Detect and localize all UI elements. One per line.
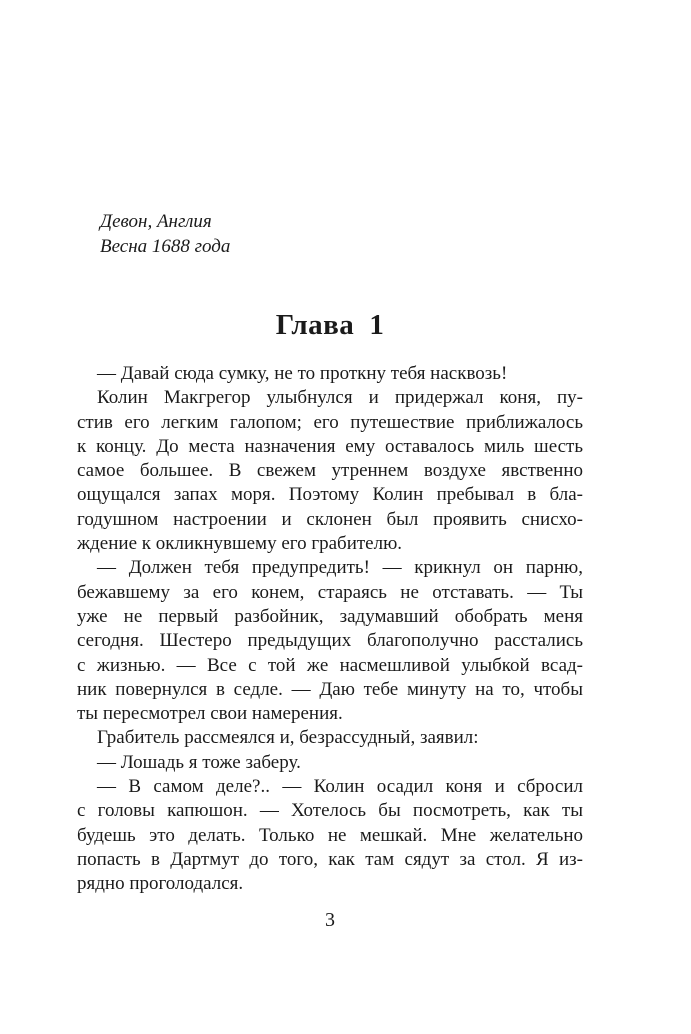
text-line: — В самом деле?.. — Колин осадил коня и сбросил — [97, 776, 583, 798]
text-line: сегодня. Шестеро предыдущих благополучно расстались — [77, 630, 583, 652]
text-line: с жизнью. — Все с той же насмешливой улыбкой всад- — [77, 654, 583, 676]
text-line: годушном настроении и склонен был проявить снисхо- — [77, 508, 583, 530]
text-line: ты пересмотрел свои намерения. — [77, 703, 343, 725]
chapter-number: 1 — [369, 309, 385, 341]
text-line: ждение к окликнувшему его грабителю. — [77, 533, 403, 555]
text-line: будешь это делать. Только не мешкай. Мне желательно — [77, 824, 583, 846]
text-line: бежавшему за его конем, стараясь не отставать. — Ты — [77, 581, 583, 603]
text-line: уже не первый разбойник, задумавший обобрать меня — [77, 605, 583, 627]
text-line: — Лошадь я тоже заберу. — [97, 751, 301, 773]
paragraph — [77, 362, 583, 386]
text-line: — Должен тебя предупредить! — крикнул он парню, — [97, 557, 583, 579]
page-number: 3 — [325, 909, 335, 931]
text-line: к концу. До места назначения ему оставалось миль шесть — [77, 435, 583, 457]
chapter-heading — [77, 308, 583, 342]
text-line: с головы капюшон. — Хотелось бы посмотреть, как ты — [77, 800, 583, 822]
text-line: попасть в Дартмут до того, как там сядут за стол. Я из- — [77, 848, 583, 870]
chapter-label: Глава — [275, 309, 355, 341]
epigraph-line-1: Девон, Англия — [100, 211, 212, 232]
text-line: самое большее. В свежем утреннем воздухе явственно — [77, 460, 583, 482]
paragraph — [77, 726, 583, 750]
text-line: ник повернулся в седле. — Даю тебе минуту на то, чтобы — [77, 678, 583, 700]
text-line: ощущался запах моря. Поэтому Колин пребывал в бла- — [77, 484, 583, 506]
paragraph — [77, 775, 583, 896]
text-line: Колин Макгрегор улыбнулся и придержал коня, пу- — [97, 387, 583, 409]
epigraph-line-2: Весна 1688 года — [100, 236, 231, 257]
paragraph — [77, 556, 583, 726]
text-line: рядно проголодался. — [77, 873, 244, 895]
epigraph — [100, 209, 230, 259]
text-line: — Давай сюда сумку, не то проткну тебя насквозь! — [97, 363, 508, 384]
paragraph — [77, 386, 583, 556]
text-line: стив его легким галопом; его путешествие приближалось — [77, 411, 583, 433]
text-line: Грабитель рассмеялся и, безрассудный, заявил: — [97, 727, 479, 749]
paragraph — [77, 751, 583, 775]
body-text — [77, 362, 583, 897]
